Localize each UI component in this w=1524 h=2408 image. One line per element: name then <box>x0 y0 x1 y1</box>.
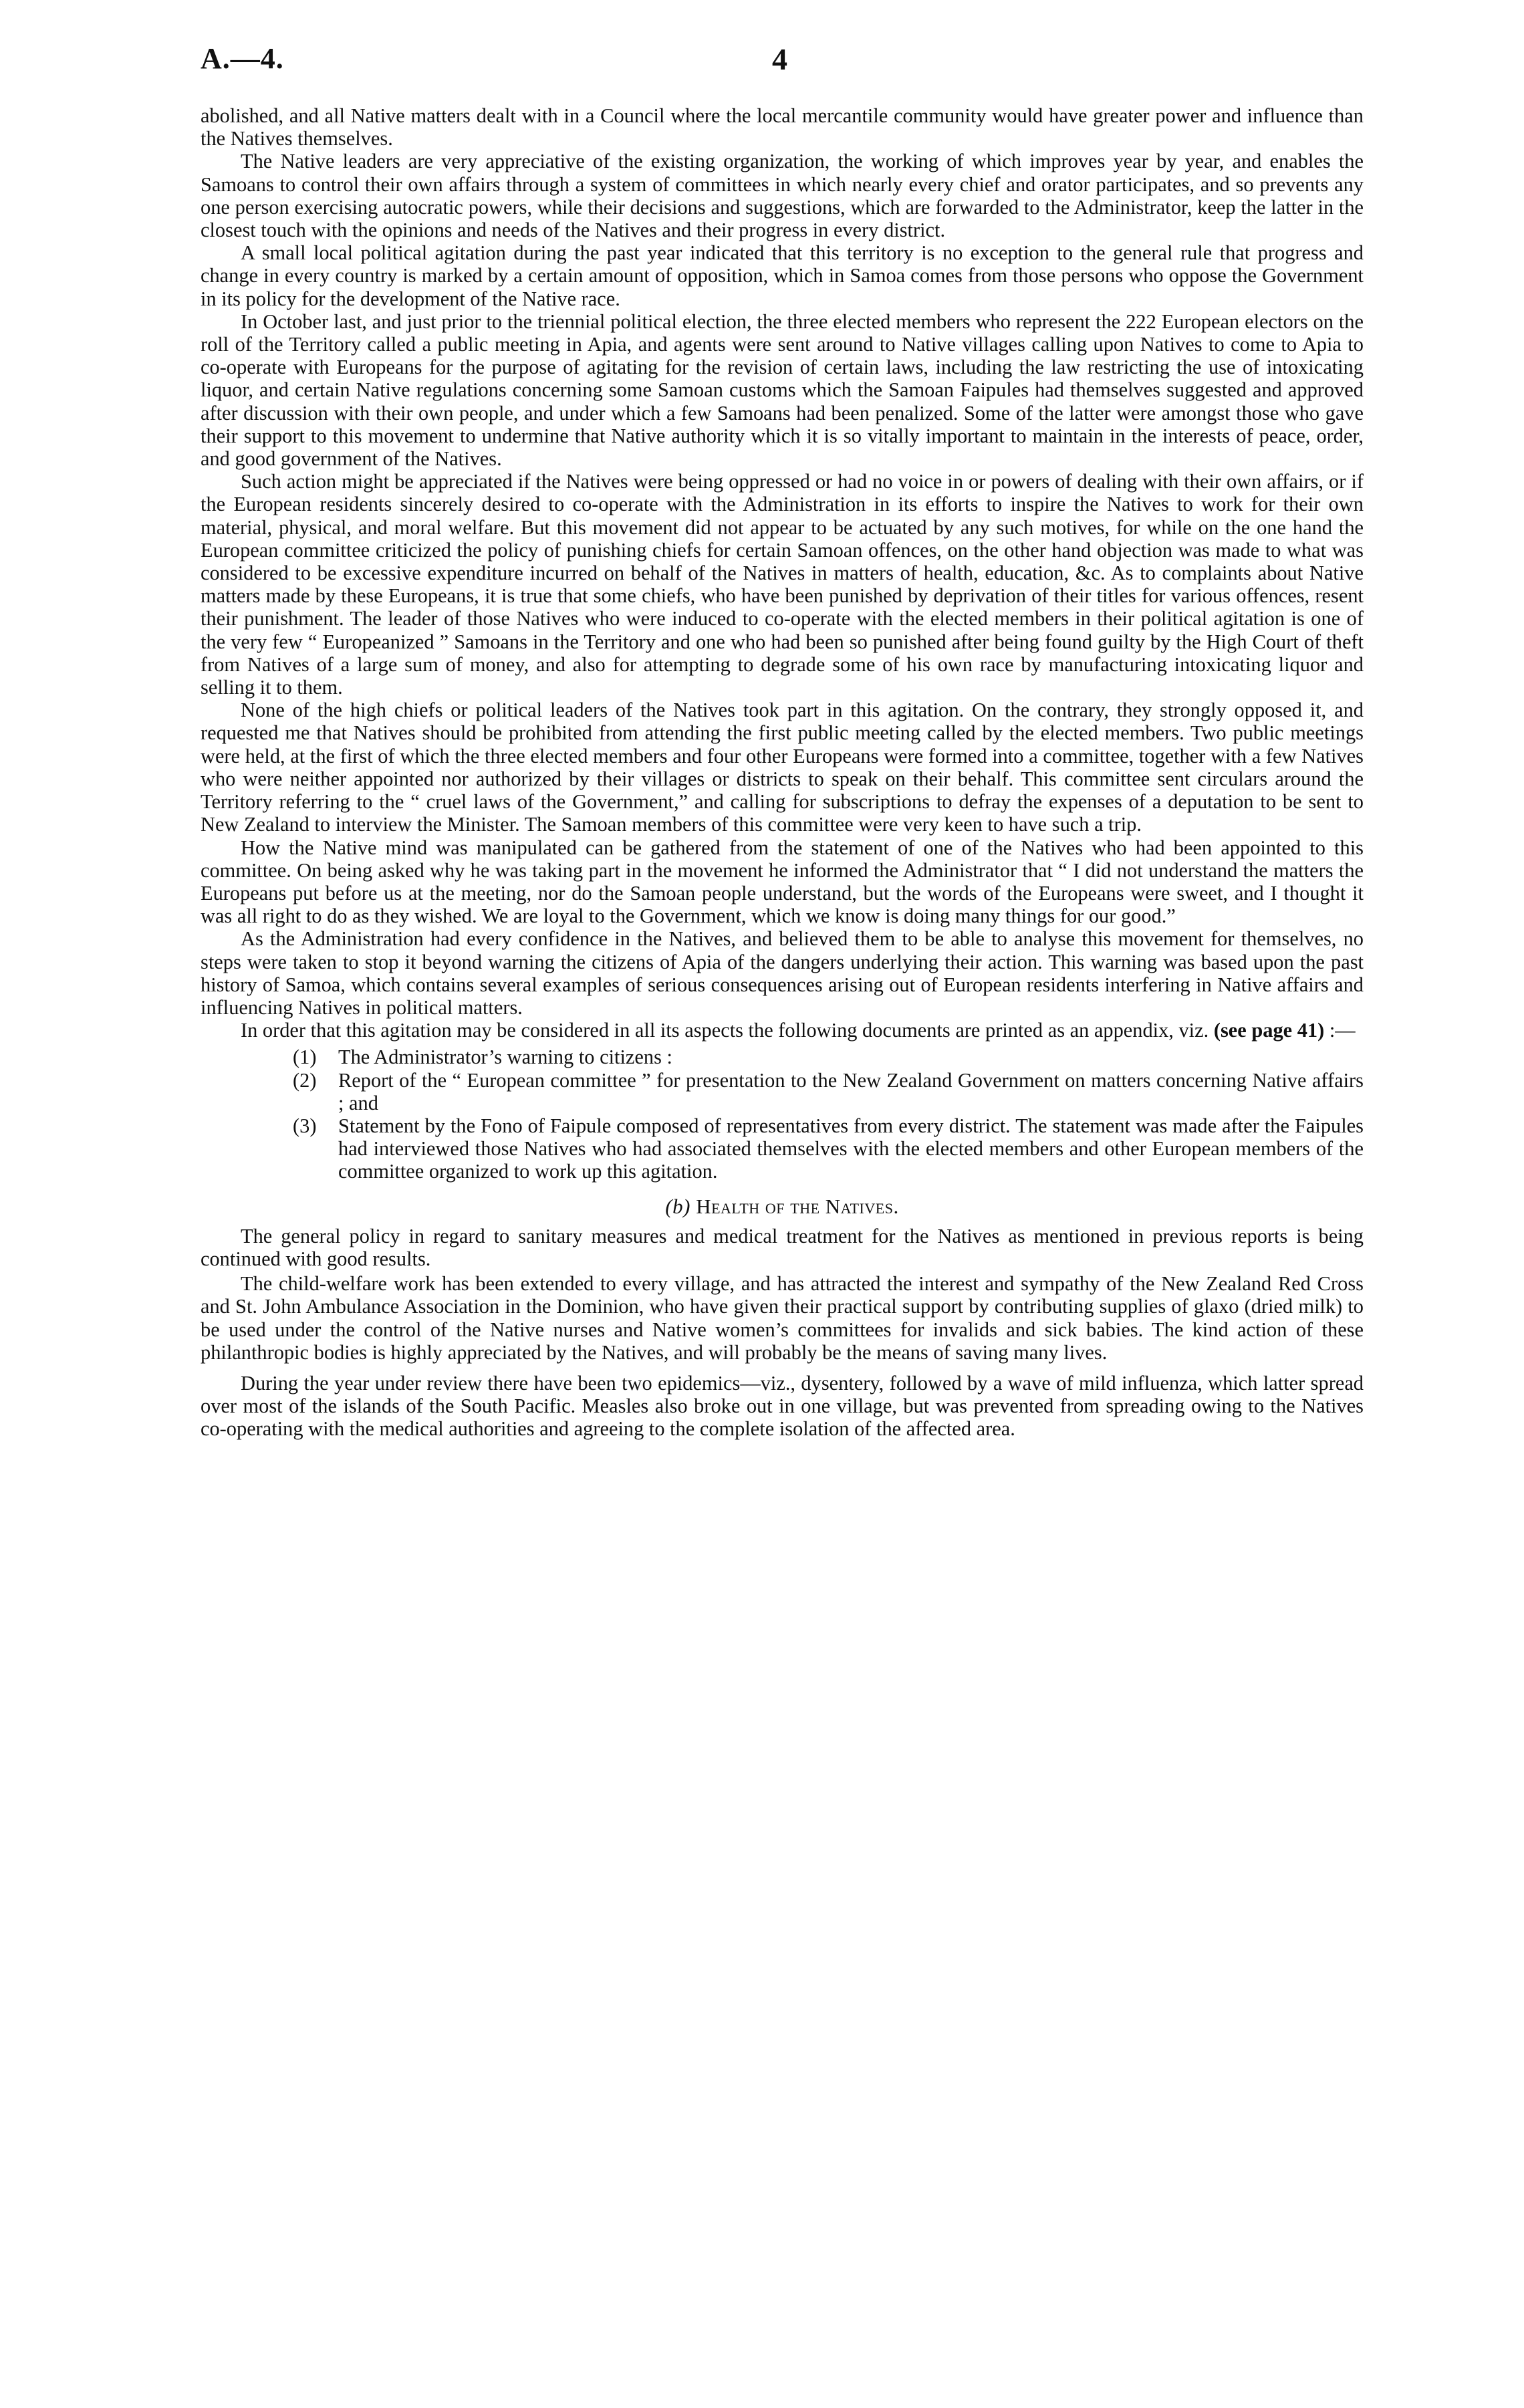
paragraph: How the Native mind was manipulated can be gathered from the statement of one of the Natives who had been appointed to this committee. On being asked why he was taking part in the movement he informed the Administrator that “ I did not understand the matters the Europeans put before us at the meeting, nor do the Samoan people understand, but the words of the Europeans were sweet, and I thought it was all right to do as they wished. We are loyal to the Government, which we know is doing many things for our good.” <box>201 836 1364 928</box>
paragraph: As the Administration had every confidence in the Natives, and believed them to be able to analyse this movement for themselves, no steps were taken to stop it beyond warning the citizens of Apia of the dangers underlying their action. This warning was based upon the past history of Samoa, which contains several examples of serious consequences arising out of European residents interfering in Native affairs and influencing Natives in political matters. <box>201 927 1364 1019</box>
paragraph: A small local political agitation during the past year indicated that this territory is no exception to the general rule that progress and change in every country is marked by a certain amount of opposition, which in Samoa comes from those persons who oppose the Government in its policy for the development of the Native race. <box>201 241 1364 310</box>
section-letter: (b) <box>665 1194 690 1218</box>
paragraph: None of the high chiefs or political leaders of the Natives took part in this agitation. On the contrary, they strongly opposed it, and requested me that Natives should be prohibited from attending the first public meeting called by the elected members. Two public meetings were held, at the first of which the three elected members and four other Europeans were formed into a committee, together with a few Natives who were neither appointed nor authorized by their villages or districts to speak on their behalf. This committee sent circulars around the Territory referring to the “ cruel laws of the Government,” and calling for subscriptions to defray the expenses of a deputation to be sent to New Zealand to interview the Minister. The Samoan members of this committee were very keen to have such a trip. <box>201 699 1364 836</box>
list-number: (1) <box>293 1046 317 1069</box>
list-item <box>293 1069 1364 1114</box>
page-header <box>201 41 1364 82</box>
paragraph: Such action might be appreciated if the Natives were being oppressed or had no voice in or powers of dealing with their own affairs, or if the European residents sincerely desired to co-operate with the Administration in its efforts to inspire the Natives to work for their own material, physical, and moral welfare. But this movement did not appear to be actuated by any such motives, for while on the one hand the European committee criticized the policy of punishing chiefs for certain Samoan offences, on the other hand objection was made to what was considered to be excessive expenditure incurred on behalf of the Natives in matters of health, education, &c. As to complaints about Native matters made by these Europeans, it is true that some chiefs, who have been punished by deprivation of their titles for various offences, resent their punishment. The leader of those Natives who were induced to co-operate with the elected members in their political agitation is one of the very few “ Europeanized ” Samoans in the Territory and one who had been so punished after being found guilty by the High Court of theft from Natives of a large sum of money, and also for attempting to degrade some of his own race by manufacturing intoxicating liquor and selling it to them. <box>201 470 1364 699</box>
paragraph: abolished, and all Native matters dealt with in a Council where the local mercantile community would have greater power and influence than the Natives themselves. <box>201 104 1364 150</box>
list-number: (3) <box>293 1114 317 1137</box>
list-text: The Administrator’s warning to citizens : <box>338 1046 672 1069</box>
paragraph <box>201 1019 1364 1042</box>
list-text: Report of the “ European committee ” for presentation to the New Zealand Government on matters concerning Native affairs ; and <box>338 1068 1364 1114</box>
page-number: 4 <box>772 42 787 76</box>
document-reference: A.—4. <box>201 42 284 75</box>
paragraph: The child-welfare work has been extended to every village, and has attracted the interest and sympathy of the New Zealand Red Cross and St. John Ambulance Association in the Dominion, who have given their practical support by contributing supplies of glaxo (dried milk) to be used under the control of the Native nurses and Native women’s committees for invalids and sick babies. The kind action of these philanthropic bodies is highly appreciated by the Natives, and will probably be the means of saving many lives. <box>201 1272 1364 1364</box>
page-reference: (see page 41) <box>1213 1019 1325 1042</box>
list-number: (2) <box>293 1068 317 1092</box>
list-text: Statement by the Fono of Faipule composed of representatives from every district. The statement was made after the Faipules had interviewed those Natives who had associated themselves with the elected members and other European members of the committee organized to work up this agitation. <box>338 1114 1364 1183</box>
paragraph: The Native leaders are very appreciative of the existing organization, the working of which improves year by year, and enables the Samoans to control their own affairs through a system of committees in which nearly every chief and orator participates, and so prevents any one person exercising autocratic powers, while their decisions and suggestions, which are forwarded to the Administrator, keep the latter in the closest touch with the opinions and needs of the Natives and their progress in every district. <box>201 150 1364 242</box>
paragraph: The general policy in regard to sanitary measures and medical treatment for the Natives as mentioned in previous reports is being continued with good results. <box>201 1224 1364 1270</box>
list-item <box>293 1114 1364 1183</box>
list-item <box>293 1046 1364 1068</box>
paragraph: During the year under review there have been two epidemics—viz., dysentery, followed by a wave of mild influenza, which latter spread over most of the islands of the South Pacific. Measles also broke out in one village, but was prevented from spreading owing to the Natives co-operating with the medical authorities and agreeing to the complete isolation of the affected area. <box>201 1371 1364 1441</box>
body-text <box>201 104 1364 1441</box>
paragraph-text: In order that this agitation may be considered in all its aspects the following documents are printed as an appendix, viz. <box>241 1019 1209 1042</box>
section-title: Health of the Natives. <box>696 1194 899 1218</box>
section-heading <box>201 1195 1364 1218</box>
paragraph-text: :— <box>1329 1019 1356 1042</box>
appendix-list <box>201 1046 1364 1183</box>
paragraph: In October last, and just prior to the triennial political election, the three elected members who represent the 222 European electors on the roll of the Territory called a public meeting in Apia, and agents were sent around to Native villages calling upon Natives to come to Apia to co-operate with Europeans for the purpose of agitating for the revision of certain laws, including the law restricting the use of intoxicating liquor, and certain Native regulations concerning some Samoan customs which the Samoan Faipules had themselves suggested and approved after discussion with their own people, and under which a few Samoans had been penalized. Some of the latter were amongst those who gave their support to this movement to undermine that Native authority which it is so vitally important to maintain in the interests of peace, order, and good government of the Natives. <box>201 310 1364 471</box>
